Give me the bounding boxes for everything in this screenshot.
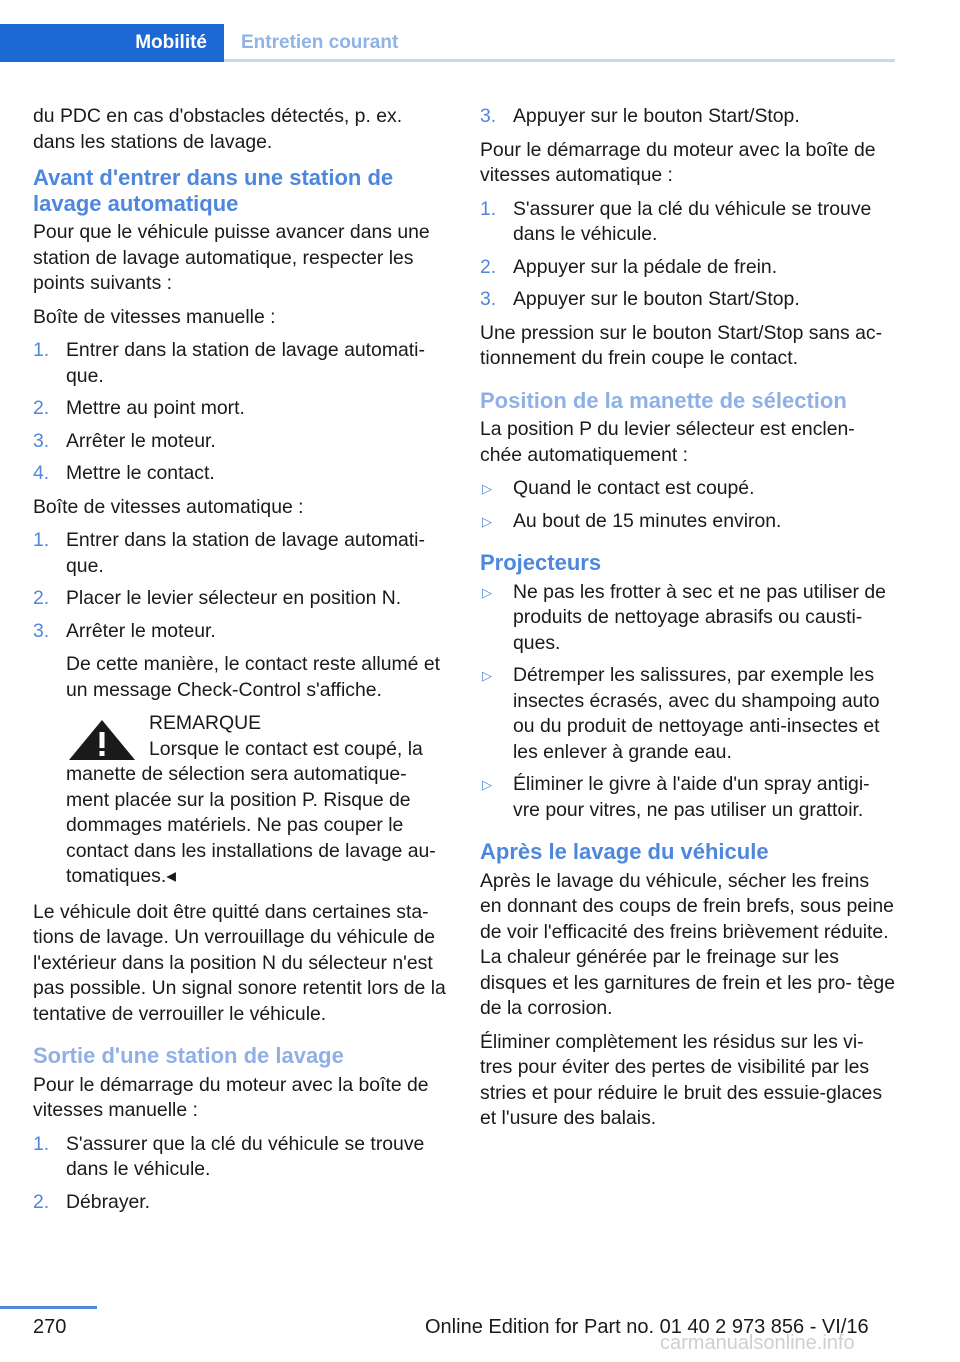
list-item [480, 255, 895, 281]
list-item [33, 586, 448, 612]
step-number: 1. [480, 197, 497, 220]
continued-steps [480, 104, 895, 130]
step-number: 2. [480, 255, 497, 278]
step-text: S'assurer que la clé du véhicule se trouve dans le véhicule. [513, 197, 872, 245]
warning-box [33, 711, 448, 890]
paragraph: Une pression sur le bouton Start/Stop sans ac‐ tionnement du frein coupe le contact. [480, 321, 883, 369]
section-tab: Mobilité [0, 24, 224, 62]
list-item [480, 197, 895, 248]
step-text: Arrêter le moteur. [66, 429, 216, 452]
auto-note: De cette manière, le contact reste allumé et un message Check-Control s'affiche. [66, 653, 440, 701]
step-number: 3. [480, 288, 497, 310]
list-item [480, 663, 895, 765]
list-item [33, 1190, 448, 1216]
step-number: 2. [33, 587, 50, 609]
step-text: Placer le levier sélecteur en position N. [66, 587, 402, 609]
list-item [33, 429, 448, 455]
paragraph: La position P du levier sélecteur est enclen‐ chée automatiquement : [480, 418, 855, 466]
step-text: S'assurer que la clé du véhicule se trouve dans le véhicule. [66, 1132, 425, 1180]
edition-text: Online Edition for Part no. 01 40 2 973 856 - VI/16 [425, 1316, 869, 1338]
manual-label: Boîte de vitesses manuelle : [33, 305, 276, 328]
list-item [33, 1132, 448, 1183]
bullet-triangle-icon: ▷ [482, 481, 492, 496]
step-text: Arrêter le moteur. [66, 619, 216, 642]
auto-steps [33, 528, 448, 644]
paragraph: Pour le démarrage du moteur avec la boîte de vitesses manuelle : [33, 1073, 429, 1121]
bullet-text: Quand le contact est coupé. [513, 477, 755, 499]
step-text: Appuyer sur le bouton Start/Stop. [513, 288, 800, 310]
step-text: Appuyer sur la pédale de frein. [513, 255, 778, 278]
step-number: 3. [33, 429, 50, 452]
step-text: Entrer dans la station de lavage automati‐ que. [66, 339, 425, 387]
bullet-triangle-icon: ▷ [482, 584, 492, 600]
intro-paragraph: du PDC en cas d'obstacles détectés, p. ex. dans les stations de lavage. [33, 105, 403, 153]
list-item [480, 580, 895, 657]
warning-text: manette de sélection sera automatique‐ ment placée sur la position P. Risque de dommages matériels. Ne pas couper le contact dans les installations de lavage au‐ tomatiques.◂ [66, 763, 436, 887]
paragraph: Pour le démarrage du moteur avec la boîte de vitesses automatique : [480, 138, 876, 186]
step-number: 1. [33, 1132, 50, 1155]
step-number: 1. [33, 339, 50, 361]
paragraph: Le véhicule doit être quitté dans certaines sta‐ tions de lavage. Un verrouillage du véhicule de l'extérieur dans la position N du sélecteur n'est pas possible. Un signal sonore retentit lors de la tentative de verrouiller le véhicule. [33, 900, 446, 1025]
paragraph: Éliminer complètement les résidus sur les vi‐ tres pour éviter des pertes de visibilité par les stries et pour réduire le bruit des essuie-glaces et l'usure des balais. [480, 1030, 883, 1129]
list-item [33, 528, 448, 579]
list-item [480, 287, 895, 313]
list-item [480, 476, 895, 502]
right-column [480, 104, 895, 1140]
warning-title: REMARQUE [149, 712, 262, 734]
step-number: 1. [33, 529, 50, 551]
auto-start-steps [480, 197, 895, 313]
left-column [33, 104, 448, 1223]
list-item [480, 104, 895, 130]
page-header [0, 24, 895, 62]
step-number: 3. [33, 619, 50, 642]
paragraph: Pour que le véhicule puisse avancer dans une station de lavage automatique, respecter les points suivants : [33, 221, 430, 294]
warning-icon [66, 717, 138, 763]
step-text: Entrer dans la station de lavage automati‐ que. [66, 529, 425, 577]
auto-label: Boîte de vitesses automatique : [33, 495, 304, 518]
step-number: 2. [33, 1190, 50, 1213]
bullet-triangle-icon: ▷ [482, 777, 492, 792]
bullet-text: Éliminer le givre à l'aide d'un spray antigi‐ vre pour vitres, ne pas utiliser un grattoir. [513, 773, 870, 821]
step-text: Mettre le contact. [66, 462, 215, 484]
list-item [33, 338, 448, 389]
selector-bullets [480, 476, 895, 534]
list-item [33, 461, 448, 487]
heading-car-wash-exit: Sortie d'une station de lavage [33, 1043, 344, 1068]
list-item [480, 509, 895, 535]
step-text: Appuyer sur le bouton Start/Stop. [513, 105, 800, 127]
header-divider [224, 59, 895, 62]
list-item [33, 619, 448, 645]
warning-text-first: Lorsque le contact est coupé, la [149, 737, 423, 760]
bullet-text: Ne pas les frotter à sec et ne pas utiliser de produits de nettoyage abrasifs ou causti‐ ques. [513, 580, 886, 654]
paragraph: Après le lavage du véhicule, sécher les freins en donnant des coups de frein brefs, sous peine de voir l'efficacité des freins brièvement réduite. La chaleur générée par le freinage sur les disques et les garnitures de frein et les pro‐ tège de la corrosion. [480, 869, 895, 1019]
headlight-bullets [480, 580, 895, 824]
bullet-text: Détremper les salissures, par exemple les insectes écrasés, avec du shampoing auto ou du produit de nettoyage anti-insectes et les enlever à grande eau. [513, 664, 880, 763]
step-number: 2. [33, 397, 50, 419]
watermark: carmanualsonline.info [660, 1332, 855, 1354]
step-number: 4. [33, 462, 50, 484]
list-item [33, 396, 448, 422]
step-number: 3. [480, 105, 497, 127]
heading-headlights: Projecteurs [480, 550, 602, 575]
bullet-triangle-icon: ▷ [482, 668, 492, 683]
subsection-tab: Entretien courant [241, 32, 399, 53]
exit-steps [33, 1132, 448, 1216]
footer-divider [0, 1306, 97, 1309]
heading-after-wash: Après le lavage du véhicule [480, 839, 769, 864]
heading-car-wash-entry: Avant d'entrer dans une station de lavage automatique [33, 165, 394, 216]
manual-steps [33, 338, 448, 487]
step-text: Mettre au point mort. [66, 397, 245, 419]
page-number: 270 [33, 1316, 67, 1338]
list-item [480, 772, 895, 823]
heading-selector-position: Position de la manette de sélection [480, 387, 847, 413]
bullet-triangle-icon: ▷ [482, 513, 492, 529]
bullet-text: Au bout de 15 minutes environ. [513, 509, 782, 532]
step-text: Débrayer. [66, 1190, 151, 1213]
